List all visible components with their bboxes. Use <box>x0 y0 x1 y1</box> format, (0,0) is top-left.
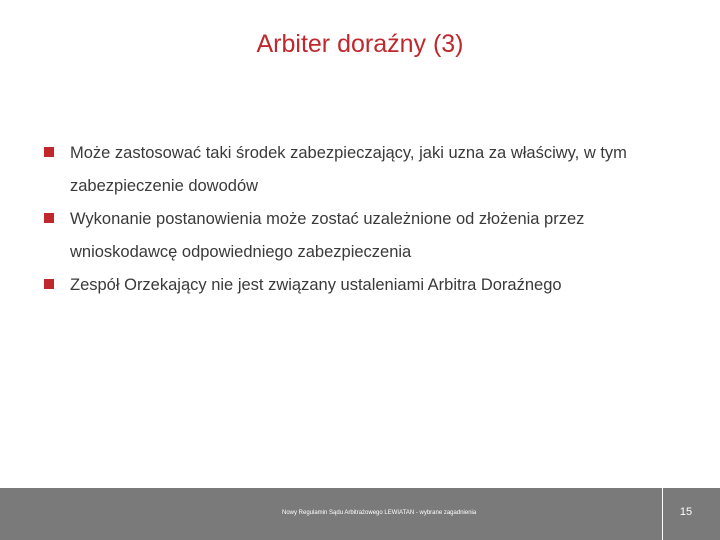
footer-bar <box>0 488 720 540</box>
bullet-item <box>44 269 684 302</box>
square-bullet-icon <box>44 213 54 223</box>
footer-caption: Nowy Regulamin Sądu Arbitrażowego LEWIATAN - wybrane zagadnienia <box>282 510 477 516</box>
bullet-text: Może zastosować taki środek zabezpieczający, jaki uzna za właściwy, w tym zabezpieczenie dowodów <box>70 144 627 195</box>
bullet-list <box>44 137 684 302</box>
bullet-text: Zespół Orzekający nie jest związany ustaleniami Arbitra Doraźnego <box>70 276 562 294</box>
bullet-text: Wykonanie postanowienia może zostać uzależnione od złożenia przez wnioskodawcę odpowiedniego zabezpieczenia <box>70 210 585 261</box>
square-bullet-icon <box>44 279 54 289</box>
bullet-item <box>44 203 684 269</box>
page-number: 15 <box>679 506 693 518</box>
slide-title: Arbiter doraźny (3) <box>256 30 464 58</box>
bullet-item <box>44 137 684 203</box>
square-bullet-icon <box>44 147 54 157</box>
